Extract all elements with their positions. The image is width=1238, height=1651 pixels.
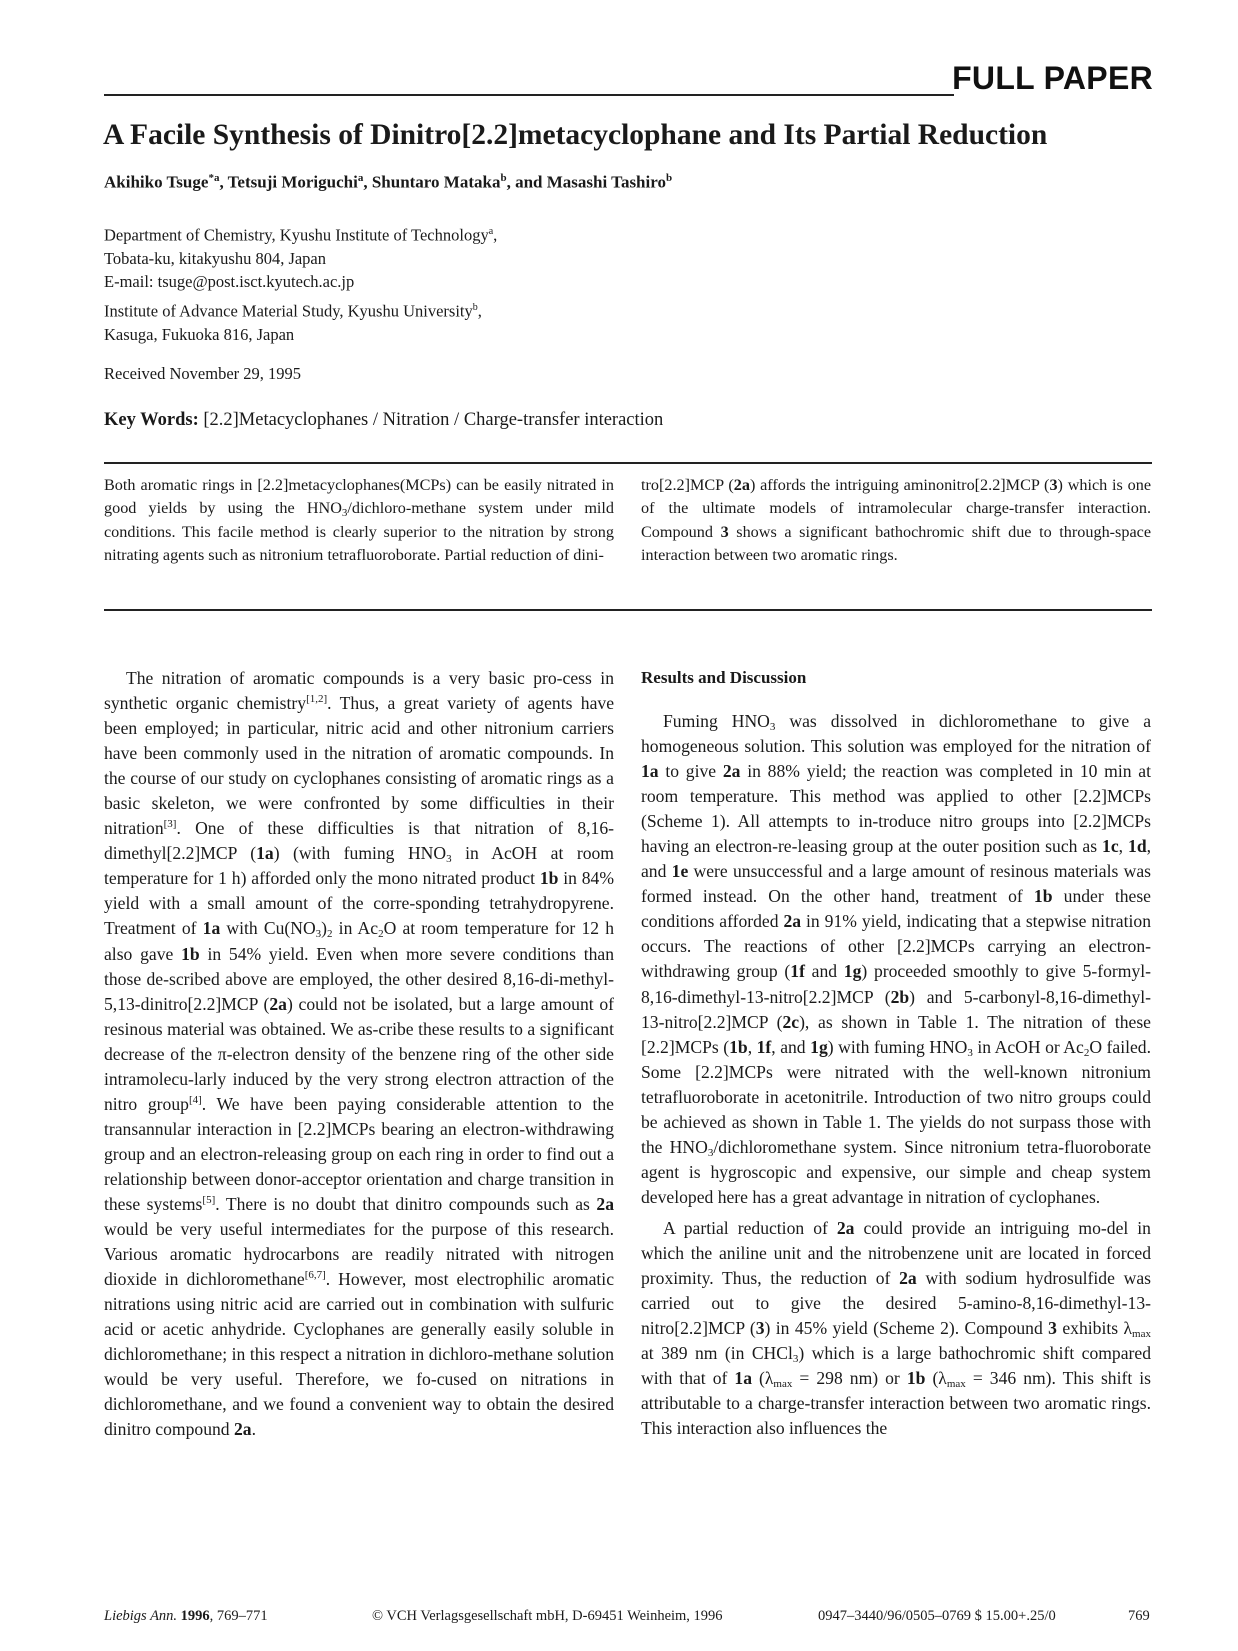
body-left-column	[104, 666, 614, 1442]
subscript: max	[1132, 1328, 1151, 1341]
text-run: /dichloro-methane system under mild conditions. This facile method is clearly superior to the nitration by strong nitrating agents such as nitronium tetrafluoroborate. Partial reduction of dini-	[104, 499, 614, 565]
text-run: in 54% yield. Even when more severe conditions than those de-scribed above are employed, the other desired 8,16-di-methyl-5,13-dinitro[2.2]MCP (	[104, 943, 615, 1014]
compound-label: 1b	[729, 1036, 748, 1057]
abstract-rule-top	[104, 462, 1152, 464]
page-number: 769	[1128, 1608, 1150, 1624]
text-run: with Cu(NO	[220, 918, 316, 939]
compound-label: 2a	[234, 1419, 252, 1440]
compound-label: 2b	[890, 986, 910, 1007]
subscript: 3	[315, 928, 322, 941]
keywords	[104, 410, 663, 431]
text-run: , and	[771, 1036, 811, 1057]
compound-label: 1c	[1102, 836, 1119, 857]
author-mark: *a	[208, 172, 220, 184]
compound-label: 2a	[836, 1217, 855, 1238]
text-run: ) (with fuming HNO	[273, 843, 447, 864]
text-run: .	[251, 1419, 256, 1440]
text-run: Fuming HNO	[663, 711, 770, 731]
text-run: were unsuccessful and a large amount of resinous materials was formed instead. On the other hand, treatment of	[641, 861, 1151, 907]
body-right-column	[641, 709, 1151, 1441]
affiliation-line: Kasuga, Fukuoka 816, Japan	[104, 324, 295, 344]
text-run: in 91% yield, indicating that a stepwise nitration occurs. The reactions of other [2.2]MCPs carrying an electron-withdrawing group (	[641, 911, 1151, 982]
subscript: 3	[967, 1046, 973, 1059]
affiliation-line: Tobata-ku, kitakyushu 804, Japan	[104, 248, 327, 268]
compound-label: 3	[755, 1318, 765, 1339]
footer-copyright: © VCH Verlagsgesellschaft mbH, D-69451 Weinheim, 1996	[372, 1608, 723, 1624]
text-run: under these conditions afforded	[641, 886, 1151, 932]
compound-label: 1a	[641, 761, 659, 782]
compound-label: 1f	[790, 961, 805, 982]
compound-label: 2a	[269, 993, 287, 1014]
abstract-left-column	[104, 474, 614, 568]
journal-year: 1996	[180, 1608, 210, 1624]
subscript: 3	[769, 721, 776, 733]
text-run: . We have been paying considerable attention to the transannular interaction in [2.2]MCPs bearing an electron-withdrawing group and an electron-releasing group on each ring in order to find out a relationship between donor-acceptor orientation and charge transition in these systems	[104, 1093, 614, 1214]
compound-label: 2a	[722, 761, 741, 782]
received-date: Received November 29, 1995	[104, 364, 302, 383]
footer-issn: 0947–3440/96/0505–0769 $ 15.00+.25/0	[818, 1608, 1056, 1624]
text-run: ,	[747, 1036, 757, 1057]
footer-journal	[104, 1608, 268, 1625]
compound-label: 2a	[899, 1268, 917, 1289]
text-run: ) and 5-carbonyl-8,16-dimethyl-13-nitro[2.2]MCP (	[641, 986, 1152, 1032]
citation: [4]	[188, 1093, 202, 1106]
author-mark: a	[357, 172, 364, 184]
results-paragraph-2	[641, 1216, 1151, 1441]
text-run: in AcOH at room temperature for 1 h) afforded only the mono nitrated product	[104, 843, 614, 889]
text-run: was dissolved in dichloromethane to give a homogeneous solution. This solution was employed for the nitration of	[641, 711, 1152, 757]
abstract-right-column	[641, 474, 1151, 568]
author-list	[104, 172, 672, 193]
author-name: Tetsuji Moriguchi	[227, 172, 358, 192]
compound-label: 3	[1048, 1318, 1057, 1339]
author-name: Shuntaro Mataka	[371, 172, 501, 192]
text-run: , and	[641, 836, 1152, 882]
subscript: 3	[707, 1146, 714, 1159]
compound-label: 2a	[596, 1193, 614, 1214]
intro-paragraph	[104, 666, 614, 1442]
compound-label: 2a	[733, 476, 750, 494]
section-heading-results: Results and Discussion	[641, 668, 807, 687]
text-run: tro[2.2]MCP (	[641, 476, 734, 494]
affiliation-punct: ,	[493, 225, 498, 245]
affiliation-email: E-mail: tsuge@post.isct.kyutech.ac.jp	[104, 271, 355, 291]
journal-pages: , 769–771	[209, 1608, 268, 1624]
text-run: . One of these difficulties is that nitration of 8,16-dimethyl[2.2]MCP (	[104, 818, 614, 864]
text-run: at 389 nm (in CHCl	[641, 1343, 793, 1364]
journal-name: Liebigs Ann.	[104, 1608, 178, 1624]
author-name: Masashi Tashiro	[546, 172, 666, 192]
compound-label: 2a	[783, 911, 802, 932]
keywords-label: Key Words:	[104, 410, 199, 430]
subscript: 3	[792, 1353, 799, 1366]
text-run: shows a significant bathochromic shift due to through-space interaction between two aromatic rings.	[641, 522, 1152, 565]
affiliation-line: Department of Chemistry, Kyushu Institute of Technology	[104, 225, 489, 245]
text-run: ) in 45% yield (Scheme 2). Compound	[764, 1318, 1049, 1339]
text-run: = 346 nm). This shift is attributable to a charge-transfer interaction between two aromatic rings. This interaction also influences the	[641, 1368, 1151, 1439]
compound-label: 1a	[202, 918, 221, 939]
text-run: in 84% yield with a small amount of the corre-sponding tetrahydropyrene. Treatment of	[104, 868, 614, 939]
compound-label: 1a	[256, 843, 274, 864]
subscript: 2	[1083, 1046, 1090, 1059]
compound-label: 1e	[671, 861, 689, 882]
citation: [1,2]	[306, 693, 328, 706]
text-run: . There is no doubt that dinitro compounds such as	[215, 1193, 597, 1214]
keywords-value: [2.2]Metacyclophanes / Nitration / Charge-transfer interaction	[203, 410, 664, 430]
text-run: )	[321, 918, 328, 939]
affiliation-line: Institute of Advance Material Study, Kyushu University	[104, 301, 473, 321]
compound-label: 1b	[906, 1368, 926, 1389]
affiliation-mark: a	[488, 226, 494, 237]
author-mark: b	[665, 172, 673, 184]
affiliation-mark: b	[472, 302, 478, 313]
section-label: FULL PAPER	[952, 60, 1153, 96]
text-run: ) could not be isolated, but a large amount of resinous material was obtained. We as-cribe these results to a significant decrease of the π-electron density of the benzene ring of the other side intramolecu-larly induced by the very strong electron attraction of the nitro group	[104, 993, 614, 1114]
subscript: 3	[341, 507, 348, 520]
compound-label: 1b	[539, 868, 559, 889]
text-run: (λ	[752, 1368, 774, 1389]
author-name: Akihiko Tsuge	[104, 172, 209, 192]
compound-label: 1f	[756, 1036, 772, 1057]
header-rule	[104, 94, 954, 96]
text-run: in AcOH or Ac	[972, 1036, 1084, 1057]
compound-label: 1g	[843, 961, 862, 982]
subscript: max	[946, 1378, 966, 1391]
text-run: in Ac	[332, 918, 379, 939]
text-run: exhibits λ	[1056, 1318, 1133, 1339]
author-separator: ,	[363, 172, 372, 192]
affiliation-a	[104, 220, 497, 293]
text-run: with sodium hydrosulfide was carried out to give the desired 5-amino-8,16-dimethyl-13-nitro[2.2]MCP (	[641, 1268, 1151, 1339]
text-run: /dichloromethane system. Since nitronium tetra-fluoroborate agent is hygroscopic and expensive, our simple and cheap system developed here has a great advantage in nitration of cyclophanes.	[641, 1136, 1152, 1207]
text-run: = 298 nm) or	[792, 1368, 907, 1389]
subscript: 2	[327, 928, 333, 941]
text-run: ), as shown in Table 1. The nitration of these [2.2]MCPs (	[641, 1011, 1151, 1057]
results-paragraph-1	[641, 709, 1151, 1210]
text-run: Both aromatic rings in [2.2]metacyclophanes(MCPs) can be easily nitrated in good yields by using the HNO	[104, 476, 614, 518]
text-run: ) which is a large bathochromic shift compared with that of	[641, 1343, 1151, 1389]
compound-label: 1g	[810, 1036, 828, 1057]
citation: [6,7]	[304, 1269, 326, 1282]
text-run: would be very useful intermediates for the purpose of this research. Various aromatic hydrocarbons are readily nitrated with nitrogen dioxide in dichloromethane	[104, 1219, 614, 1290]
text-run: ) proceeded smoothly to give 5-formyl-8,16-dimethyl-13-nitro[2.2]MCP (	[641, 961, 1151, 1007]
compound-label: 3	[720, 522, 729, 541]
affiliation-punct: ,	[477, 301, 482, 321]
subscript: 2	[378, 928, 384, 941]
text-run: . Thus, a great variety of agents have been employed; in particular, nitric acid and other nitronium carriers have been commonly used in the nitration of aromatic compounds. In the course of our study on cyclophanes consisting of aromatic rings as a basic skeleton, we were confronted by some difficulties in their nitration	[104, 693, 614, 839]
text-run: ) which is one of the ultimate models of intramolecular charge-transfer interaction. Compound	[641, 476, 1151, 541]
text-run: The nitration of aromatic compounds is a very basic pro-cess in synthetic organic chemistry	[104, 668, 614, 714]
compound-label: 1d	[1128, 836, 1147, 857]
text-run: A partial reduction of	[663, 1217, 837, 1238]
author-mark: b	[500, 172, 507, 184]
compound-label: 3	[1049, 476, 1058, 494]
text-run: in 88% yield; the reaction was completed in 10 min at room temperature. This method was applied to other [2.2]MCPs (Scheme 1). All attempts to in-troduce nitro groups into [2.2]MCPs having an electron-re-leasing group at the outer position such as	[641, 761, 1152, 857]
text-run: O at room temperature for 12 h also gave	[104, 918, 614, 964]
compound-label: 1b	[181, 943, 200, 964]
abstract-rule-bottom	[104, 609, 1152, 611]
compound-label: 1b	[1033, 886, 1053, 907]
compound-label: 2c	[782, 1011, 800, 1032]
text-run: O failed. Some [2.2]MCPs were nitrated with the well-known nitronium tetrafluoroborate in acetonitrile. Introduction of two nitro groups could be achieved as shown in Table 1. The yields do not surpass those with the HNO	[641, 1036, 1152, 1157]
citation: [3]	[163, 818, 177, 831]
text-run: could provide an intriguing mo-del in which the aniline unit and the nitrobenzene unit are located in forced proximity. Thus, the reduction of	[641, 1217, 1151, 1289]
subscript: 3	[446, 853, 452, 866]
text-run: ) affords the intriguing aminonitro[2.2]MCP (	[749, 476, 1050, 494]
author-separator: ,	[219, 172, 228, 192]
text-run: (λ	[925, 1368, 947, 1389]
text-run: . However, most electrophilic aromatic nitrations using nitric acid are carried out in combination with sulfuric acid or acetic anhydride. Cyclophanes are generally easily soluble in dichloromethane; in this respect a nitration in dichloro-methane solution would be very useful. Therefore, we fo-cused on nitrations in dichloromethane, and we found a convenient way to obtain the desired dinitro compound	[104, 1269, 615, 1440]
text-run: to give	[658, 761, 723, 782]
text-run: and	[804, 961, 844, 982]
text-run: ) with fuming HNO	[827, 1036, 968, 1057]
subscript: max	[773, 1378, 793, 1391]
affiliation-b	[104, 296, 482, 346]
compound-label: 1a	[734, 1368, 752, 1389]
author-separator: , and	[506, 172, 547, 192]
text-run: ,	[1118, 836, 1129, 857]
citation: [5]	[202, 1194, 216, 1207]
paper-title: A Facile Synthesis of Dinitro[2.2]metacyclophane and Its Partial Reduction	[103, 119, 1048, 151]
